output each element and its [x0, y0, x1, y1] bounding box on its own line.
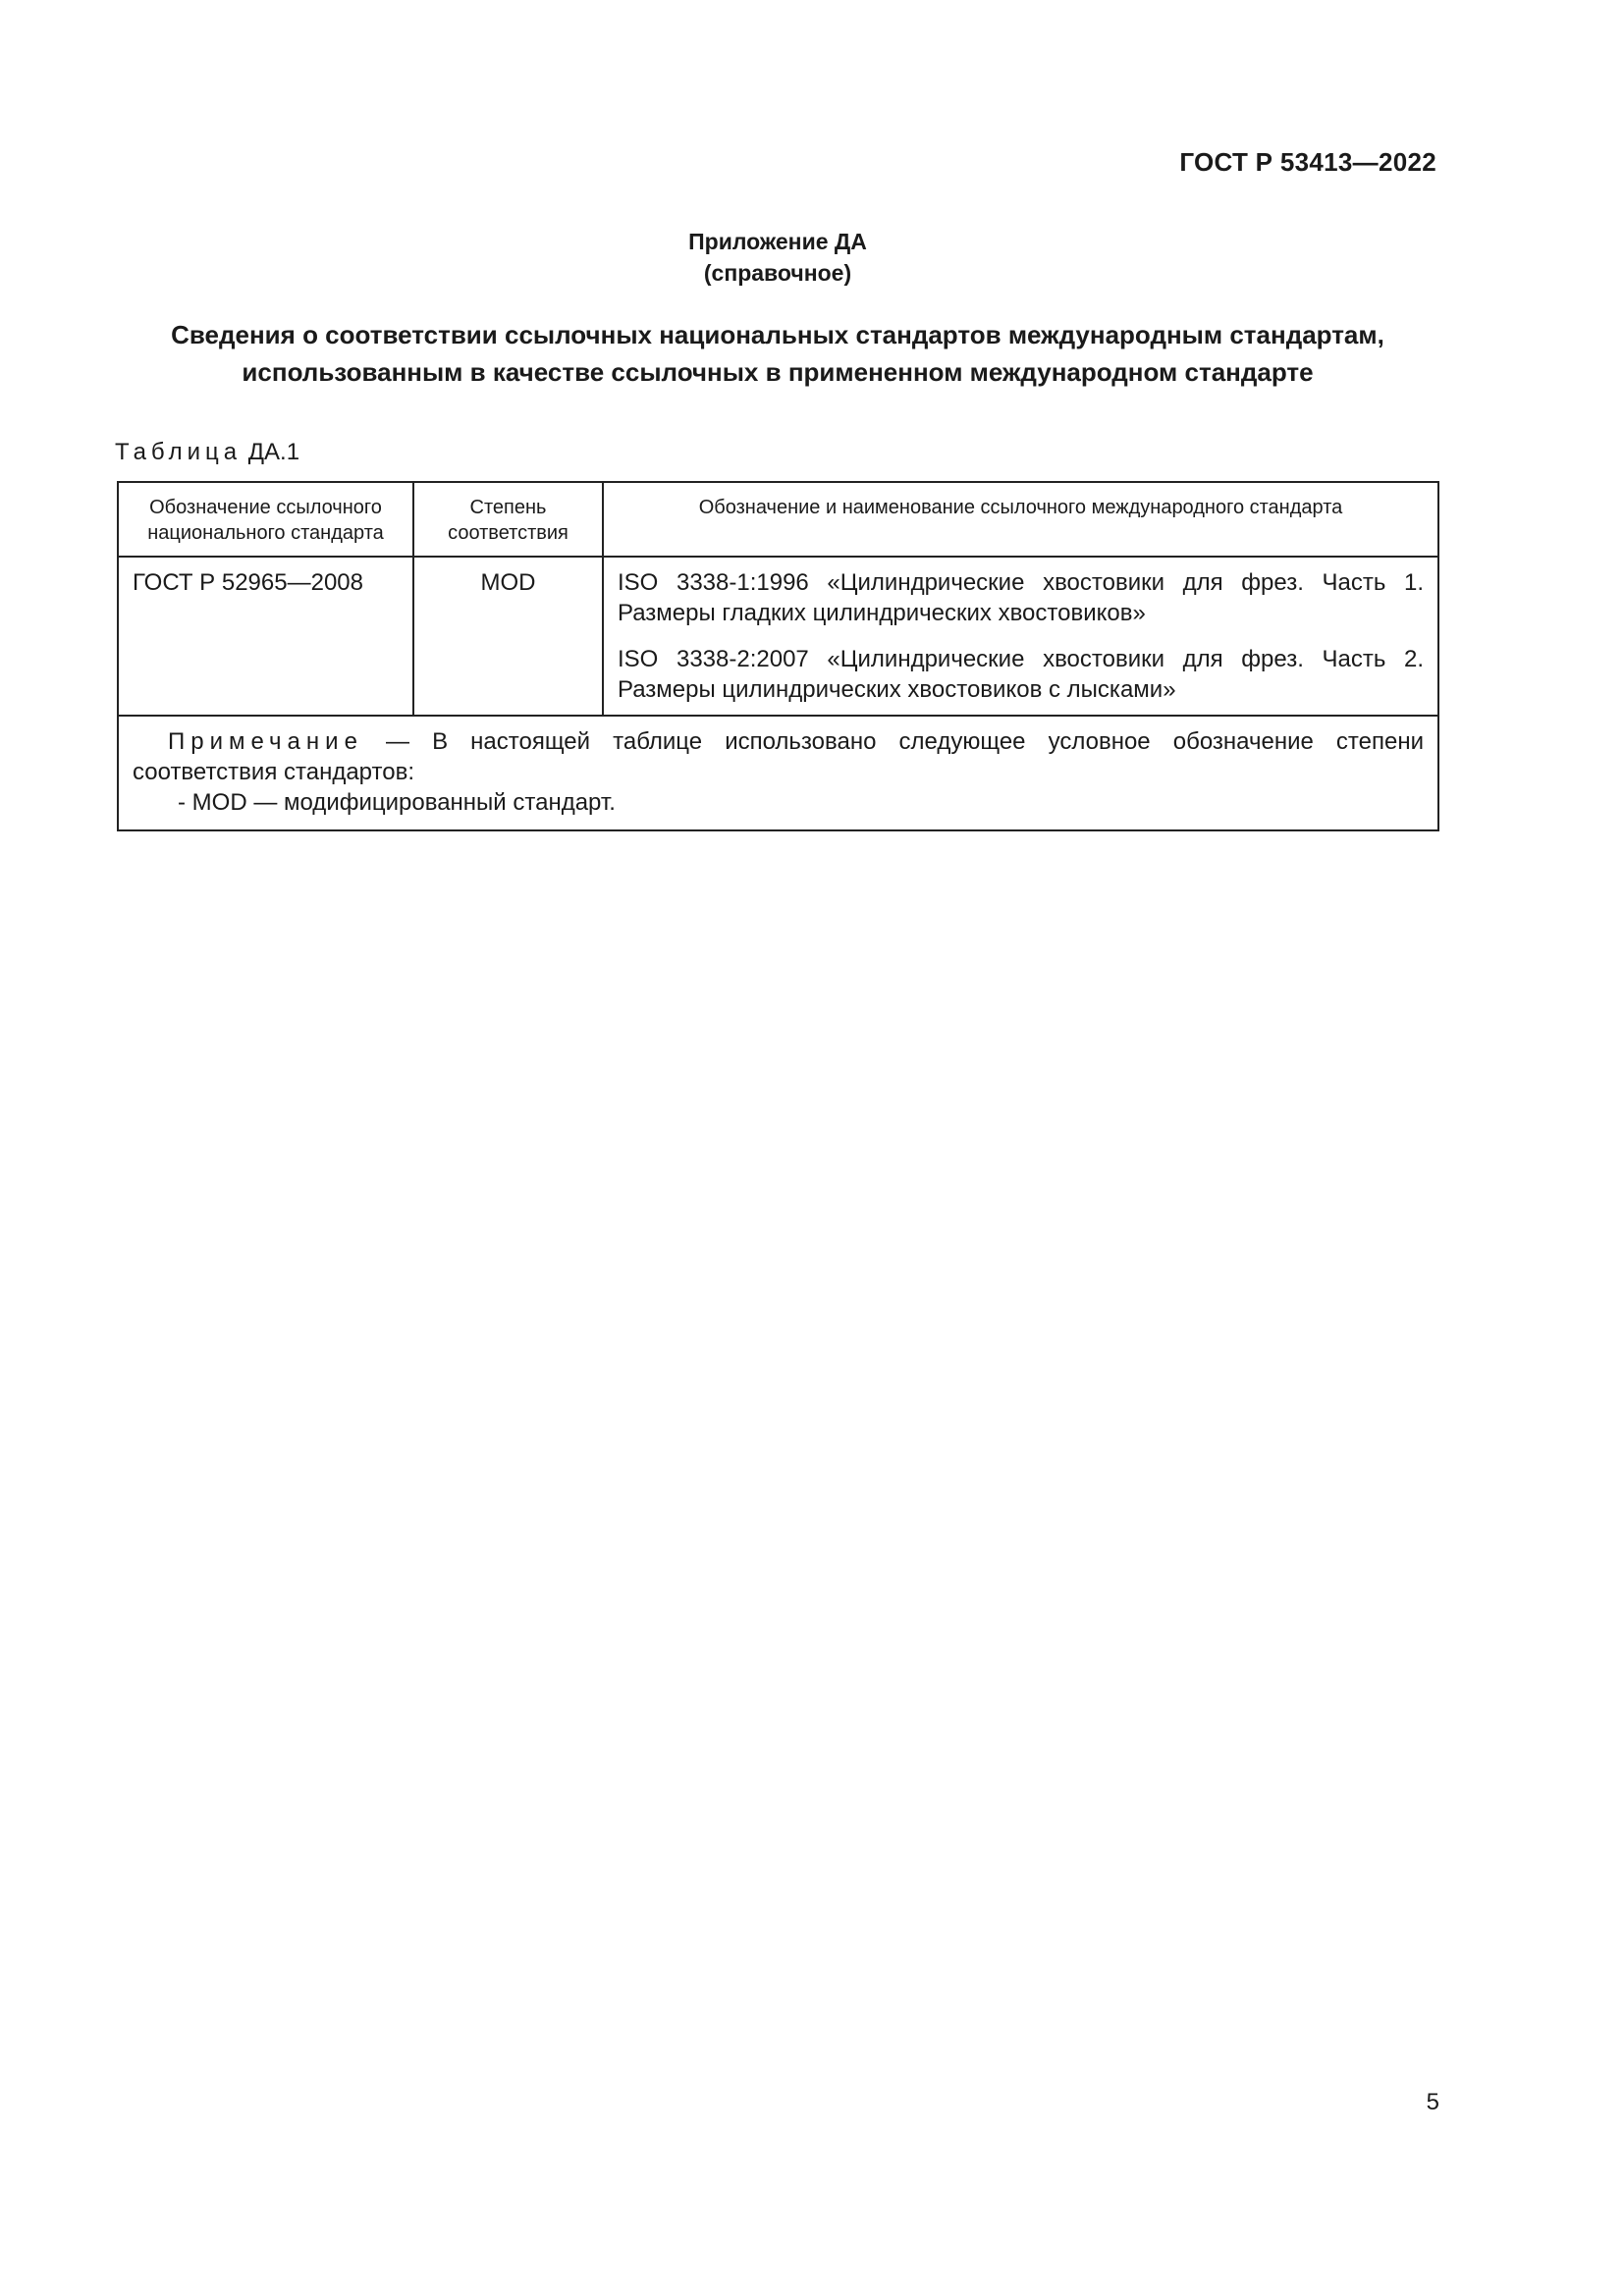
header-international-standard: Обозначение и наименование ссылочного международного стандарта: [603, 482, 1438, 557]
note-list-item: - MOD — модифицированный стандарт.: [178, 789, 616, 816]
table-caption-label: Таблица: [115, 439, 243, 465]
header-degree-of-conformity: Степень соответствия: [413, 482, 603, 557]
note-body: — В настоящей таблице использовано следующее условное обозначение степени соответствия стандартов:: [133, 728, 1424, 785]
note-label: Примечание: [168, 728, 363, 755]
section-heading: [98, 316, 1457, 391]
note-text: [133, 726, 1424, 787]
table-note-row: [118, 716, 1438, 830]
cell-national-standard: ГОСТ Р 52965—2008: [118, 557, 413, 716]
international-standard-entry: ISO 3338-2:2007 «Цилиндрические хвостовики для фрез. Часть 2. Размеры цилиндрических хвостовиков с лысками»: [618, 646, 1424, 703]
table-note: [118, 716, 1438, 830]
table-caption-number: ДА.1: [247, 439, 300, 465]
header-national-standard: Обозначение ссылочного национального стандарта: [118, 482, 413, 557]
section-heading-line-2: использованным в качестве ссылочных в примененном международном стандарте: [242, 357, 1314, 387]
section-heading-line-1: Сведения о соответствии ссылочных национальных стандартов международным стандартам,: [171, 320, 1384, 349]
annex-subtitle: (справочное): [703, 260, 852, 286]
table-caption: [115, 439, 299, 466]
page-number: 5: [1426, 2089, 1439, 2115]
table-row: [118, 557, 1438, 716]
annex-title-block: [0, 226, 1555, 289]
reference-standards-table: [117, 481, 1439, 831]
international-standard-entry: ISO 3338-1:1996 «Цилиндрические хвостовики для фрез. Часть 1. Размеры гладких цилиндрических хвостовиков»: [618, 569, 1424, 626]
cell-degree: MOD: [413, 557, 603, 716]
table-header-row: [118, 482, 1438, 557]
cell-international-standards: [603, 557, 1438, 716]
document-code: ГОСТ Р 53413—2022: [1179, 147, 1436, 177]
annex-title: Приложение ДА: [688, 229, 867, 254]
